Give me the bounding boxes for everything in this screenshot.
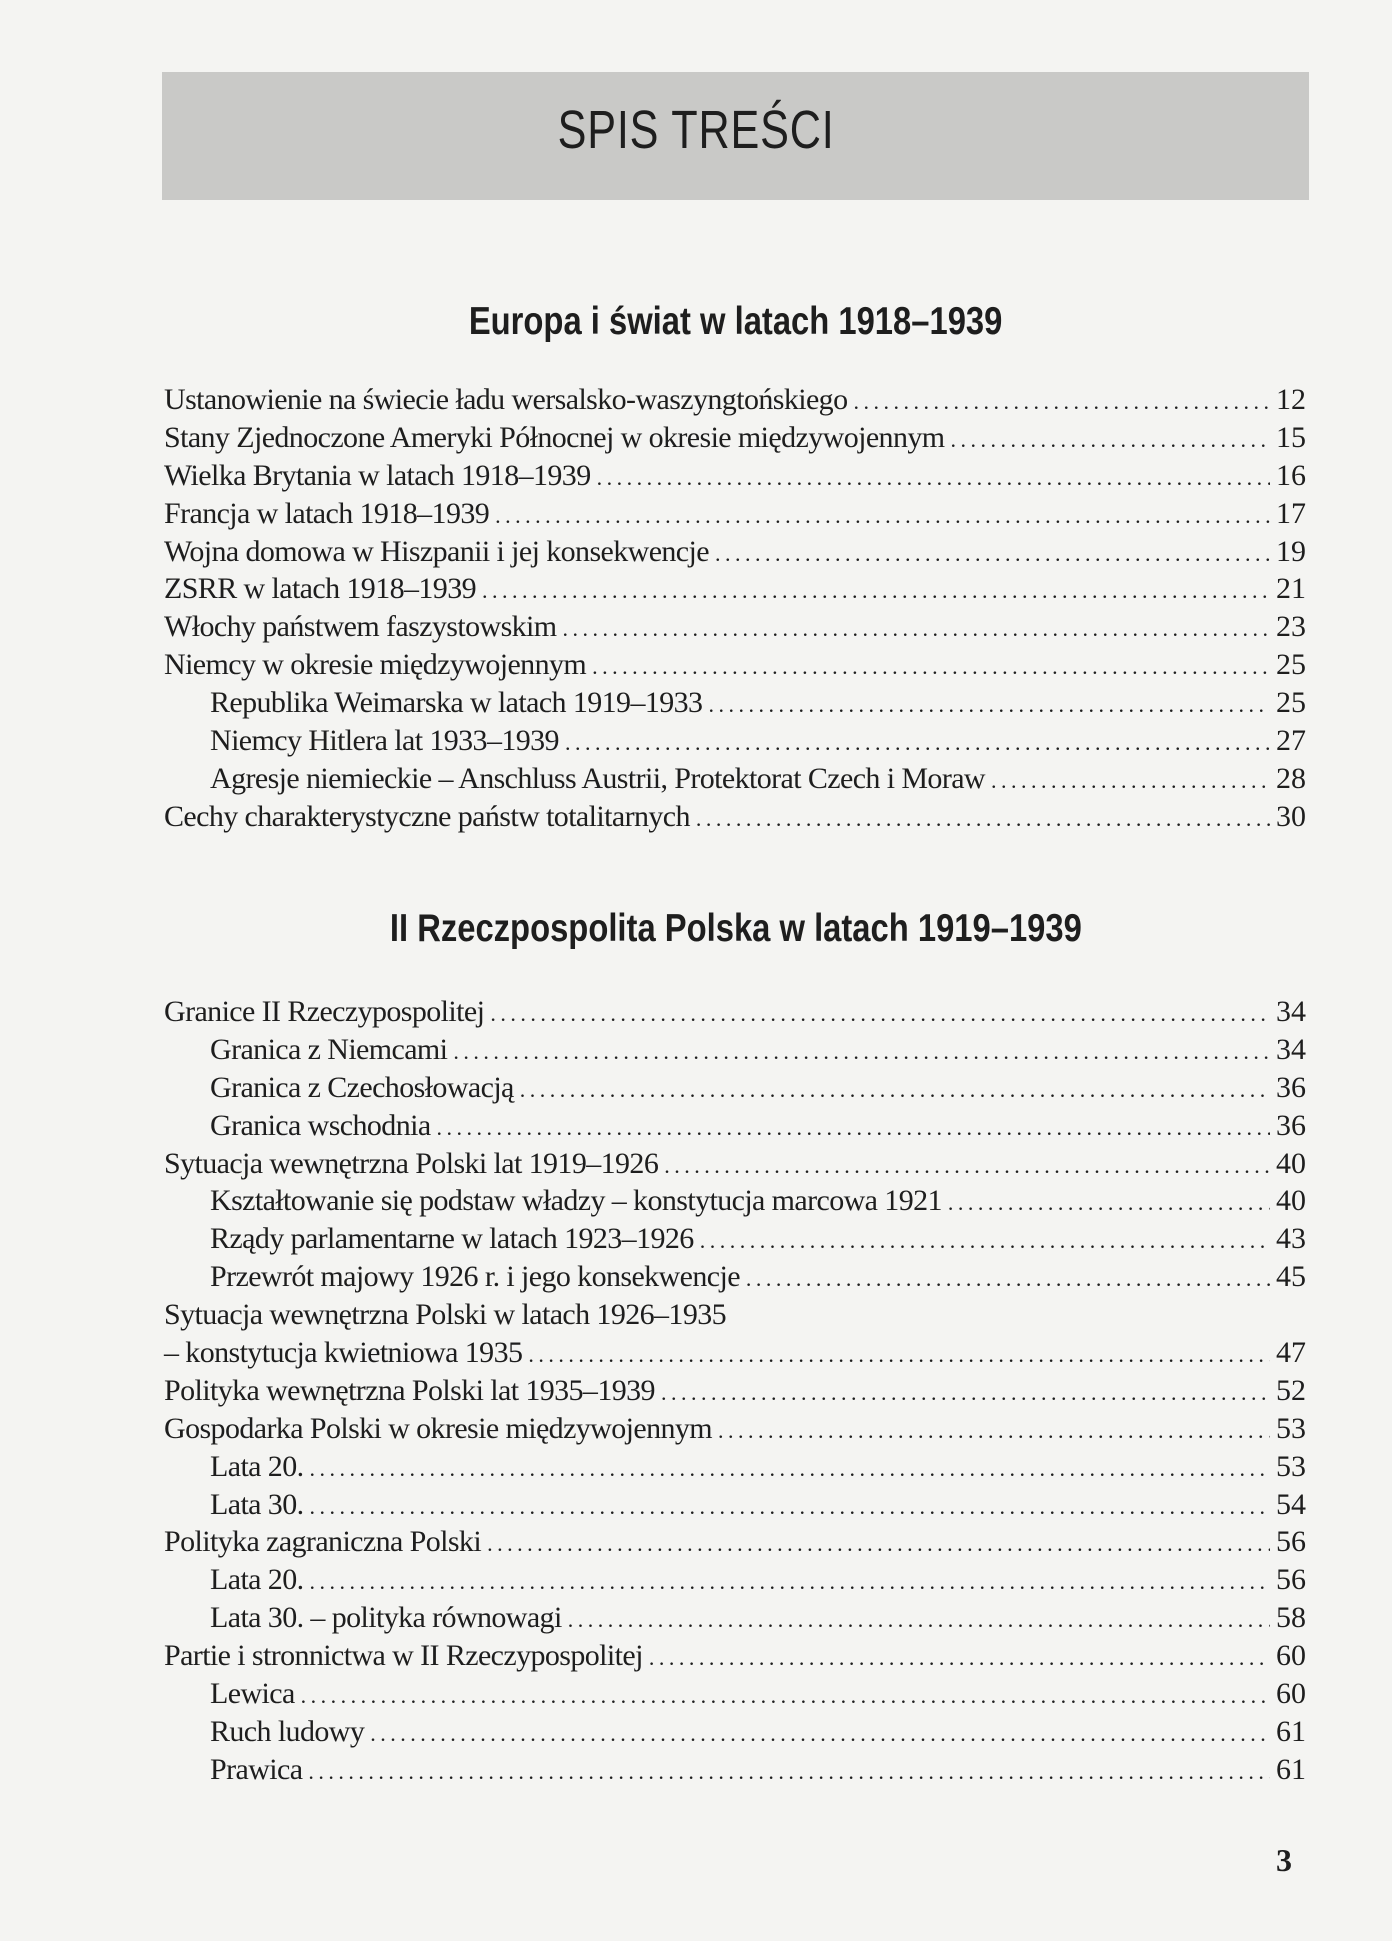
toc-entry (164, 1486, 1306, 1524)
toc-entry (164, 1448, 1306, 1486)
toc-entry-page: 52 (1276, 1373, 1306, 1407)
leader-dots (746, 1260, 1270, 1298)
leader-dots (490, 995, 1270, 1033)
toc-entry-page: 25 (1276, 648, 1306, 682)
toc-entry-title: Francja w latach 1918–1939 (164, 496, 490, 530)
toc-entry-page: 30 (1276, 799, 1306, 833)
toc-entry (164, 722, 1306, 760)
leader-dots (310, 1563, 1271, 1601)
toc-entry-page: 61 (1276, 1714, 1306, 1748)
leader-dots (310, 1450, 1271, 1488)
toc-entry-title: Wojna domowa w Hiszpanii i jej konsekwencje (164, 534, 709, 568)
page-number: 3 (1276, 1842, 1292, 1878)
toc-entry-page: 40 (1276, 1184, 1306, 1218)
toc-entry (164, 684, 1306, 722)
toc-entry-title: Kształtowanie się podstaw władzy – konstytucja marcowa 1921 (210, 1184, 942, 1218)
toc-entry-page: 56 (1276, 1525, 1306, 1559)
toc-entry-title: Granica wschodnia (210, 1108, 431, 1142)
toc-entry-page: 43 (1276, 1222, 1306, 1256)
toc-entry-title: Cechy charakterystyczne państw totalitarnych (164, 799, 690, 833)
toc-entry-title: – konstytucja kwietniowa 1935 (164, 1336, 523, 1370)
toc-entry (164, 1296, 1306, 1334)
toc-entry (164, 993, 1306, 1031)
leader-dots (520, 1071, 1270, 1109)
toc-entry (164, 1751, 1306, 1789)
toc-entry (164, 1599, 1306, 1637)
leader-dots (565, 724, 1270, 762)
toc-entry-page: 15 (1276, 420, 1306, 454)
toc-entry (164, 1182, 1306, 1220)
toc-entry-title: Granice II Rzeczypospolitej (164, 995, 485, 1028)
leader-dots (453, 1033, 1270, 1071)
toc-entry-title: Sytuacja wewnętrzna Polski lat 1919–1926 (164, 1146, 659, 1180)
leader-dots (649, 1639, 1270, 1677)
leader-dots (696, 800, 1270, 838)
toc-entry-title: Polityka zagraniczna Polski (164, 1525, 482, 1559)
toc-entry-title: Niemcy Hitlera lat 1933–1939 (210, 724, 559, 758)
toc-entry-title: Niemcy w okresie międzywojennym (164, 648, 587, 682)
toc-entry-page: 17 (1276, 496, 1306, 530)
leader-dots (370, 1715, 1270, 1753)
toc-entry (164, 1372, 1306, 1410)
toc-entry-page: 19 (1276, 534, 1306, 568)
toc-entry (164, 495, 1306, 533)
section-heading: II Rzeczpospolita Polska w latach 1919–1939 (389, 907, 1082, 950)
toc-entry-title: Sytuacja wewnętrzna Polski w latach 1926–1935 (164, 1298, 727, 1332)
toc-entry (164, 1713, 1306, 1751)
toc-entry-title: Przewrót majowy 1926 r. i jego konsekwencje (210, 1260, 740, 1294)
toc-entry-title: Rządy parlamentarne w latach 1923–1926 (210, 1222, 694, 1256)
toc-entry-page: 60 (1276, 1639, 1306, 1673)
toc-entry-page: 28 (1276, 761, 1306, 795)
toc-entry-page: 36 (1276, 1108, 1306, 1142)
toc-entry (164, 1410, 1306, 1448)
leader-dots (853, 383, 1270, 421)
leader-dots (592, 648, 1270, 686)
toc-entry-page: 21 (1276, 572, 1306, 606)
toc-entry-title: Gospodarka Polski w okresie międzywojennym (164, 1411, 713, 1445)
leader-dots (700, 1222, 1270, 1260)
toc-entry (164, 760, 1306, 798)
toc-entry-title: Lata 20. (210, 1563, 304, 1597)
toc-entry-page: 40 (1276, 1146, 1306, 1180)
toc-entry-title: Partie i stronnictwa w II Rzeczypospolitej (164, 1639, 643, 1673)
toc-list (164, 381, 1306, 836)
toc-entry-page: 53 (1276, 1411, 1306, 1445)
leader-dots (568, 1601, 1270, 1639)
toc-entry-page: 36 (1276, 1070, 1306, 1104)
toc-entry-title: Ustanowienie na świecie ładu wersalsko-waszyngtońskiego (164, 383, 848, 416)
leader-dots (948, 1184, 1270, 1222)
toc-entry-page: 23 (1276, 610, 1306, 644)
leader-dots (437, 1109, 1270, 1147)
leader-dots (487, 1525, 1270, 1563)
leader-dots (715, 535, 1270, 573)
toc-entry (164, 381, 1306, 419)
leader-dots (563, 610, 1270, 648)
toc-entry-title: Granica z Czechosłowacją (210, 1070, 514, 1104)
leader-dots (597, 459, 1270, 497)
toc-entry-title: Granica z Niemcami (210, 1032, 448, 1066)
toc-entry-page: 58 (1276, 1601, 1306, 1635)
leader-dots (718, 1412, 1270, 1450)
toc-entry (164, 646, 1306, 684)
toc-entry-title: Włochy państwem faszystowskim (164, 610, 557, 644)
toc-entry-title: Lata 30. (210, 1487, 304, 1521)
toc-entry-page: 47 (1276, 1336, 1306, 1370)
toc-entry-title: Republika Weimarska w latach 1919–1933 (210, 686, 703, 720)
toc-entry (164, 533, 1306, 571)
toc-entry-page: 34 (1276, 995, 1306, 1028)
leader-dots (661, 1374, 1270, 1412)
toc-entry-title: Stany Zjednoczone Ameryki Północnej w okresie międzywojennym (164, 420, 945, 454)
toc-entry (164, 1145, 1306, 1183)
toc-entry (164, 1031, 1306, 1069)
leader-dots (495, 497, 1270, 535)
toc-entry-page: 16 (1276, 458, 1306, 492)
page-title: SPIS TREŚCI (557, 100, 835, 160)
toc-entry (164, 1637, 1306, 1675)
leader-dots (950, 421, 1270, 459)
leader-dots (482, 572, 1270, 610)
leader-dots (708, 686, 1270, 724)
toc-entry-title: Agresje niemieckie – Anschluss Austrii, Protektorat Czech i Moraw (210, 761, 985, 795)
toc-entry (164, 1258, 1306, 1296)
toc-entry-page: 12 (1276, 383, 1306, 416)
toc-entry-title: Prawica (210, 1752, 303, 1786)
toc-entry (164, 1561, 1306, 1599)
toc-entry-page: 34 (1276, 1032, 1306, 1066)
toc-entry-page: 27 (1276, 724, 1306, 758)
leader-dots (528, 1336, 1270, 1374)
toc-entry-title: ZSRR w latach 1918–1939 (164, 572, 477, 606)
toc-entry-title: Lata 20. (210, 1449, 304, 1483)
toc-entry-page: 54 (1276, 1487, 1306, 1521)
toc-entry (164, 1675, 1306, 1713)
leader-dots (308, 1753, 1270, 1791)
toc-entry (164, 1523, 1306, 1561)
toc-entry (164, 608, 1306, 646)
toc-entry-title: Lata 30. – polityka równowagi (210, 1601, 562, 1635)
toc-entry (164, 1220, 1306, 1258)
leader-dots (310, 1488, 1271, 1526)
toc-entry-page: 53 (1276, 1449, 1306, 1483)
toc-entry-title: Wielka Brytania w latach 1918–1939 (164, 458, 591, 492)
toc-entry-page: 45 (1276, 1260, 1306, 1294)
toc-entry-title: Ruch ludowy (210, 1714, 365, 1748)
section-heading: Europa i świat w latach 1918–1939 (468, 300, 1003, 343)
toc-entry-page: 61 (1276, 1752, 1306, 1786)
toc-list (164, 993, 1306, 1789)
toc-entry (164, 419, 1306, 457)
toc-entry (164, 570, 1306, 608)
toc-entry-title: Lewica (210, 1677, 295, 1711)
toc-entry (164, 1069, 1306, 1107)
toc-entry-page: 60 (1276, 1677, 1306, 1711)
toc-entry (164, 798, 1306, 836)
toc-entry-page: 25 (1276, 686, 1306, 720)
toc-entry-title: Polityka wewnętrzna Polski lat 1935–1939 (164, 1373, 655, 1407)
toc-entry (164, 457, 1306, 495)
toc-entry (164, 1334, 1306, 1372)
toc-entry-page: 56 (1276, 1563, 1306, 1597)
leader-dots (991, 762, 1270, 800)
leader-dots (301, 1677, 1270, 1715)
toc-entry (164, 1107, 1306, 1145)
leader-dots (664, 1147, 1270, 1185)
